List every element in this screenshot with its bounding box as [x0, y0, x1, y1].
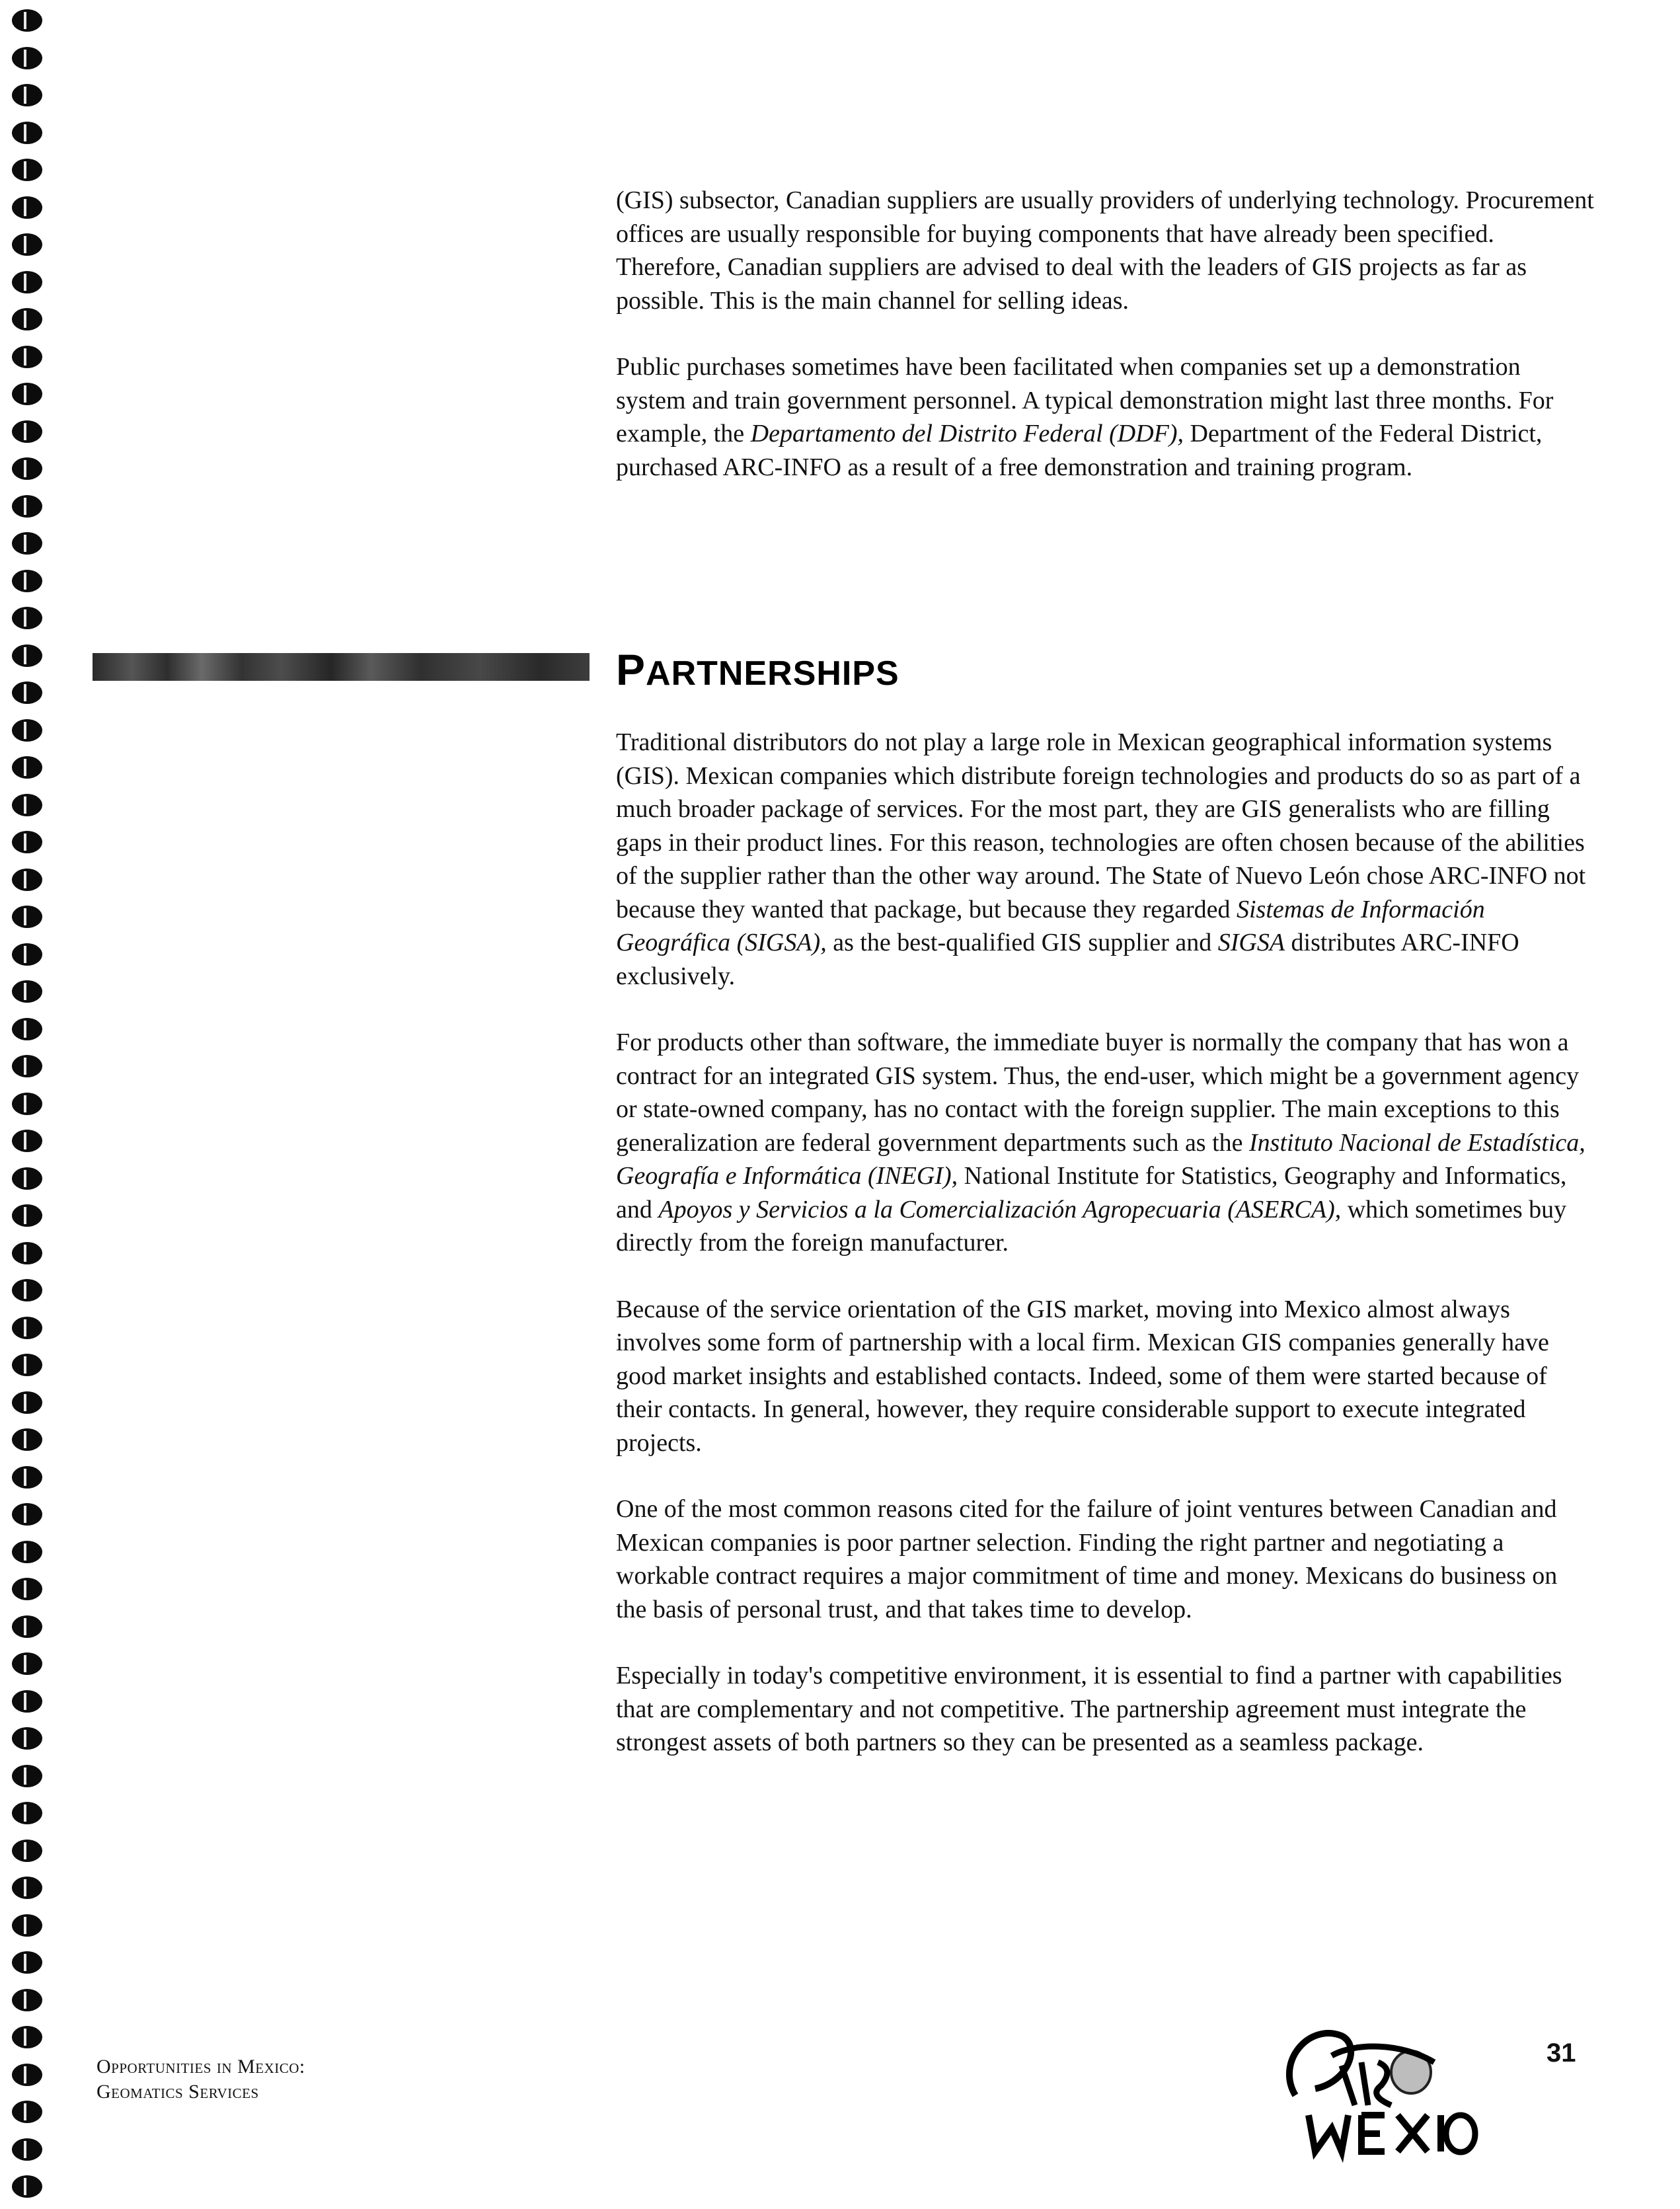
binding-hole	[12, 457, 42, 480]
page-number: 31	[1546, 2038, 1576, 2068]
binding-hole	[12, 719, 42, 742]
binding-hole	[12, 2138, 42, 2161]
binding-hole	[12, 9, 42, 32]
footer-publication-title	[96, 2054, 305, 2105]
binding-hole	[12, 2175, 42, 2198]
binding-hole	[12, 1204, 42, 1227]
paragraph: One of the most common reasons cited for the failure of joint ventures between Canadian and Mexican companies is poor partner selection. Finding the right partner and negotiating a workable contract requires a major commitment of time and money. Mexicans do business on the basis of personal trust, and that takes time to develop.	[616, 1495, 1558, 1623]
binding-hole	[12, 1242, 42, 1264]
binding-hole	[12, 196, 42, 219]
paragraph: For products other than software, the immediate buyer is normally the company that has won a contract for an integrated GIS system. Thus, the end-user, which might be a government agency or state-owned company, has no contact with the foreign supplier. The main exceptions to this generalization are federal government departments such as the Instituto Nacional de Estadística, Geografía e Informática (INEGI), National Institute for Statistics, Geography and Informatics, and Apoyos y Servicios a la Comercialización Agropecuaria (ASERCA), which sometimes buy directly from the foreign manufacturer.	[616, 1028, 1585, 1257]
binding-hole	[12, 1951, 42, 1974]
binding-hole	[12, 2064, 42, 2086]
binding-hole	[12, 1130, 42, 1152]
binding-hole	[12, 1765, 42, 1787]
binding-hole	[12, 233, 42, 256]
binding-hole	[12, 831, 42, 853]
binding-hole	[12, 1503, 42, 1526]
binding-hole	[12, 1578, 42, 1600]
paragraph: Public purchases sometimes have been facilitated when companies set up a demonstration system and train government personnel. A typical demonstration might last three months. For example, the Departamento del Distrito Federal (DDF), Department of the Federal District, purchased ARC-INFO as a result of a free demonstration and training program.	[616, 353, 1554, 481]
binding-hole	[12, 1840, 42, 1862]
paragraph: (GIS) subsector, Canadian suppliers are usually providers of underlying technology. Procurement offices are usually responsible for buying components that have already been specified. Therefore, Canadian suppliers are advised to deal with the leaders of GIS projects as far as possible. This is the main channel for selling ideas.	[616, 186, 1594, 315]
binding-hole	[12, 495, 42, 518]
section-heading: PARTNERSHIPS	[616, 645, 899, 694]
export-mexico-logo	[1269, 2016, 1480, 2168]
binding-hole	[12, 1167, 42, 1190]
binding-hole	[12, 1428, 42, 1451]
binding-hole	[12, 1466, 42, 1489]
binding-hole	[12, 420, 42, 443]
binding-hole	[12, 47, 42, 69]
binding-hole	[12, 570, 42, 592]
paragraph: Because of the service orientation of the GIS market, moving into Mexico almost always involves some form of partnership with a local firm. Mexican GIS companies generally have good market insights and established contacts. Indeed, some of them were started because of their contacts. In general, however, they require considerable support to execute integrated projects.	[616, 1295, 1549, 1457]
binding-hole	[12, 869, 42, 891]
binding-hole	[12, 1914, 42, 1937]
binding-hole	[12, 756, 42, 779]
intro-text	[616, 184, 1594, 517]
binding-hole	[12, 2101, 42, 2123]
paragraph: Especially in today's competitive environment, it is essential to find a partner with capabilities that are complementary and not competitive. The partnership agreement must integrate the strongest assets of both partners so they can be presented as a seamless package.	[616, 1662, 1562, 1756]
binding-hole	[12, 1354, 42, 1376]
binding-hole	[12, 271, 42, 293]
binding-hole	[12, 1093, 42, 1115]
binding-hole	[12, 122, 42, 144]
binding-hole	[12, 943, 42, 966]
binding-hole	[12, 607, 42, 629]
binding-hole	[12, 794, 42, 816]
binding-hole	[12, 383, 42, 405]
spiral-binding	[0, 0, 53, 2209]
binding-hole	[12, 980, 42, 1003]
binding-hole	[12, 906, 42, 928]
binding-hole	[12, 159, 42, 181]
binding-hole	[12, 532, 42, 555]
paragraph: Traditional distributors do not play a large role in Mexican geographical information systems (GIS). Mexican companies which distribute foreign technologies and products do so as part of a much broader package of services. For the most part, they are GIS generalists who are filling gaps in their product lines. For this reason, technologies are often chosen because of the abilities of the supplier rather than the other way around. The State of Nuevo León chose ARC-INFO not because they wanted that package, but because they regarded Sistemas de Información Geográfica (SIGSA), as the best-qualified GIS supplier and SIGSA distributes ARC-INFO exclusively.	[616, 728, 1586, 990]
footer-title-line-1: Opportunities in Mexico:	[96, 2056, 305, 2077]
binding-hole	[12, 1652, 42, 1675]
binding-hole	[12, 1615, 42, 1638]
binding-hole	[12, 1877, 42, 1899]
binding-hole	[12, 1802, 42, 1824]
binding-hole	[12, 1018, 42, 1040]
binding-hole	[12, 1279, 42, 1301]
binding-hole	[12, 346, 42, 368]
binding-hole	[12, 1391, 42, 1414]
binding-hole	[12, 1317, 42, 1339]
heading-decoration-bar	[93, 653, 590, 681]
binding-hole	[12, 644, 42, 667]
binding-hole	[12, 1690, 42, 1713]
binding-hole	[12, 2026, 42, 2048]
binding-hole	[12, 1055, 42, 1077]
section-body	[616, 726, 1594, 1793]
binding-hole	[12, 308, 42, 330]
binding-hole	[12, 1541, 42, 1563]
footer-title-line-2: Geomatics Services	[96, 2081, 259, 2103]
binding-hole	[12, 1989, 42, 2011]
binding-hole	[12, 681, 42, 704]
binding-hole	[12, 1727, 42, 1750]
binding-hole	[12, 84, 42, 106]
